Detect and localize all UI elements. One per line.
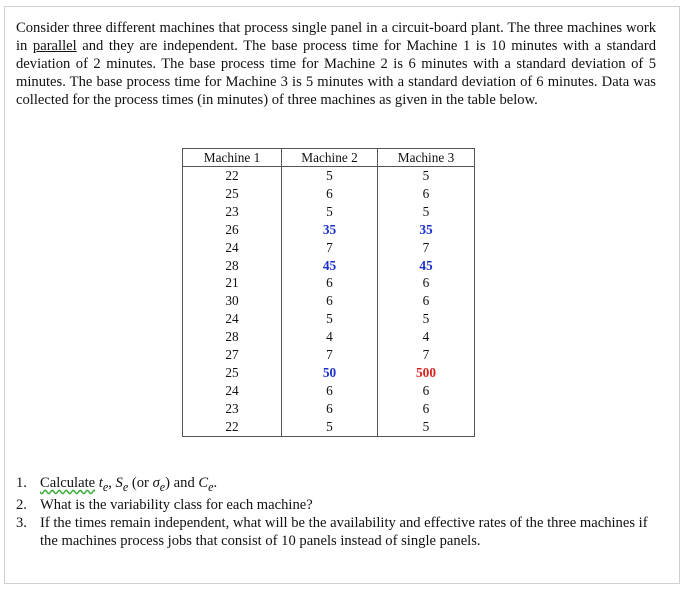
question-text: If the times remain independent, what will be the availability and effective rates of the three machines if the machines process jobs that consist of 10 panels instead of single panels. (40, 515, 648, 550)
table-row (183, 364, 475, 382)
cell-machine-2: 6 (282, 185, 378, 203)
table-row (183, 203, 475, 221)
c-symbol: C (198, 475, 209, 491)
table-row (183, 239, 475, 257)
cell-machine-1: 21 (183, 274, 282, 292)
question-text (40, 474, 656, 496)
sigma-symbol: σ (152, 475, 160, 491)
cell-machine-3: 6 (378, 400, 475, 418)
cell-machine-1: 23 (183, 400, 282, 418)
cell-machine-2: 6 (282, 400, 378, 418)
intro-text-2: and they are independent. The base process time for Machine 1 is 10 minutes with a standard deviation of 2 minutes. The base process time for Machine 2 is 6 minutes with a standard deviation of 5 minutes. The base process time for Machine 3 is 5 minutes with a standard deviation of 6 minutes. Data was collected for the process times (in minutes) of three machines as given in the table below. (16, 38, 657, 109)
header-machine-3: Machine 3 (378, 149, 475, 167)
table-row (183, 418, 475, 436)
cell-machine-3: 6 (378, 274, 475, 292)
question-number: 1. (16, 475, 27, 491)
question-1 (16, 474, 656, 496)
table-body (183, 167, 475, 437)
cell-machine-3: 6 (378, 185, 475, 203)
t-subscript: e (102, 479, 109, 494)
cell-machine-2: 5 (282, 167, 378, 185)
cell-machine-2: 5 (282, 310, 378, 328)
header-machine-1: Machine 1 (183, 149, 282, 167)
table-row (183, 167, 475, 185)
cell-machine-2: 4 (282, 328, 378, 346)
cell-machine-3: 6 (378, 292, 475, 310)
sigma-subscript: e (159, 479, 166, 494)
cell-machine-2: 5 (282, 418, 378, 436)
s-subscript: e (122, 479, 129, 494)
cell-machine-3: 500 (378, 364, 475, 382)
cell-machine-1: 24 (183, 310, 282, 328)
cell-machine-1: 30 (183, 292, 282, 310)
cell-machine-1: 25 (183, 185, 282, 203)
and-text: ) and (165, 475, 199, 491)
table-row (183, 346, 475, 364)
t-symbol: t (98, 475, 103, 491)
table-row (183, 382, 475, 400)
cell-machine-3: 45 (378, 257, 475, 275)
parallel-word: parallel (32, 38, 77, 55)
cell-machine-1: 26 (183, 221, 282, 239)
process-times-table (182, 148, 475, 437)
cell-machine-1: 23 (183, 203, 282, 221)
cell-machine-2: 6 (282, 292, 378, 310)
cell-machine-2: 5 (282, 203, 378, 221)
table-row (183, 274, 475, 292)
cell-machine-1: 22 (183, 418, 282, 436)
cell-machine-3: 35 (378, 221, 475, 239)
cell-machine-1: 28 (183, 328, 282, 346)
cell-machine-3: 6 (378, 382, 475, 400)
problem-intro (16, 19, 656, 109)
question-text: What is the variability class for each machine? (40, 497, 313, 513)
cell-machine-2: 50 (282, 364, 378, 382)
table-row (183, 221, 475, 239)
table-row (183, 185, 475, 203)
cell-machine-1: 25 (183, 364, 282, 382)
c-subscript: e (208, 479, 214, 494)
calculate-word: Calculate (40, 475, 96, 491)
cell-machine-3: 5 (378, 203, 475, 221)
cell-machine-1: 24 (183, 382, 282, 400)
table-row (183, 328, 475, 346)
cell-machine-2: 7 (282, 346, 378, 364)
cell-machine-1: 22 (183, 167, 282, 185)
cell-machine-3: 7 (378, 239, 475, 257)
cell-machine-2: 6 (282, 382, 378, 400)
question-3 (16, 514, 656, 550)
cell-machine-3: 5 (378, 167, 475, 185)
cell-machine-3: 7 (378, 346, 475, 364)
cell-machine-2: 6 (282, 274, 378, 292)
question-number: 3. (16, 515, 27, 532)
cell-machine-2: 45 (282, 257, 378, 275)
intro-text-1: Consider three different machines that process single panel in a circuit-board plant. The three machines work in (16, 20, 656, 55)
question-number: 2. (16, 497, 27, 513)
question-2 (16, 496, 656, 514)
separator: , (108, 475, 116, 491)
or-text: (or (128, 475, 153, 491)
cell-machine-2: 7 (282, 239, 378, 257)
table-row (183, 310, 475, 328)
table-row (183, 257, 475, 275)
table-header-row (183, 149, 475, 167)
header-machine-2: Machine 2 (282, 149, 378, 167)
question-list (16, 474, 656, 550)
cell-machine-1: 27 (183, 346, 282, 364)
cell-machine-3: 5 (378, 310, 475, 328)
table-row (183, 292, 475, 310)
cell-machine-1: 28 (183, 257, 282, 275)
s-symbol: S (115, 475, 123, 491)
table-row (183, 400, 475, 418)
cell-machine-1: 24 (183, 239, 282, 257)
period: . (213, 475, 218, 491)
cell-machine-2: 35 (282, 221, 378, 239)
cell-machine-3: 4 (378, 328, 475, 346)
cell-machine-3: 5 (378, 418, 475, 436)
